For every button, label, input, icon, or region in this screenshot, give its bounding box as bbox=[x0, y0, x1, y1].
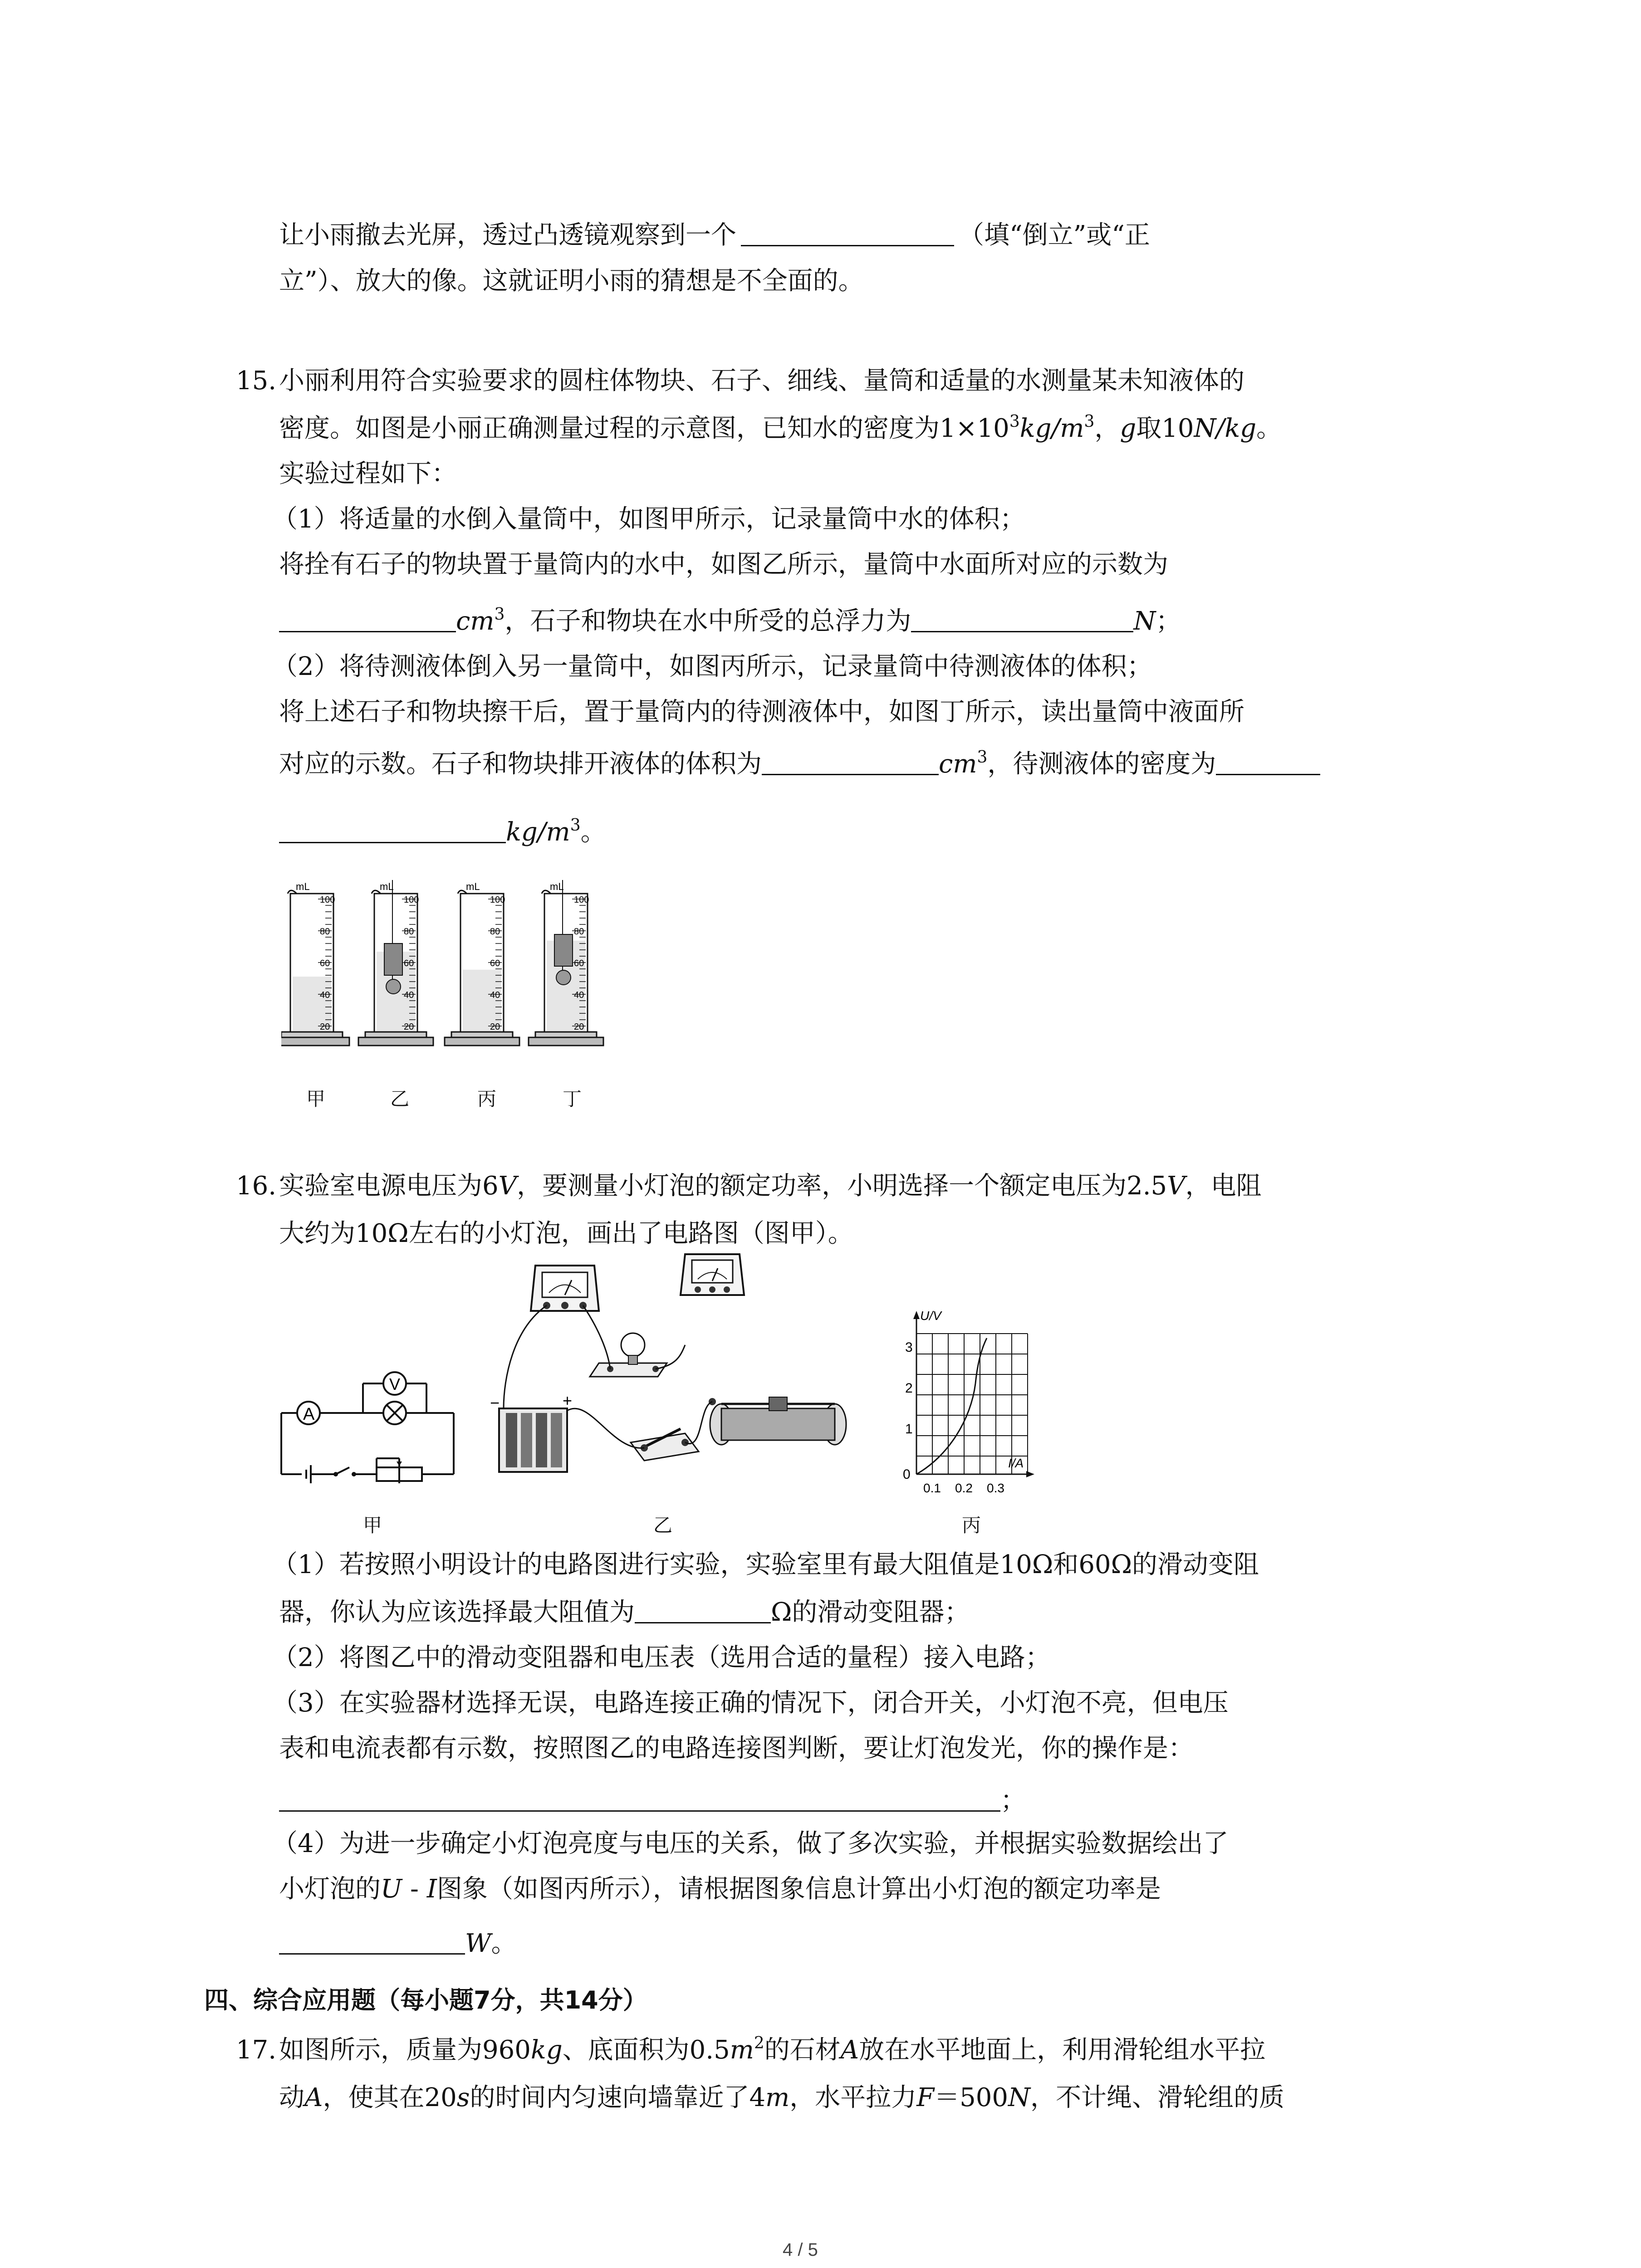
q15-line-8: 将上述石子和物块擦干后，置于量筒内的待测液体中，如图丁所示，读出量筒中液面所 bbox=[279, 697, 1244, 727]
stone bbox=[386, 979, 401, 994]
q16-part-1-text: 器，你认为应该选择最大阻值为 bbox=[279, 1598, 635, 1627]
answer-blank[interactable] bbox=[741, 220, 954, 246]
symbol-i: I bbox=[426, 1874, 437, 1904]
graph-origin: 0 bbox=[903, 1467, 911, 1482]
q16-part-1-line-b bbox=[279, 1597, 970, 1628]
q17-text-e: 动 bbox=[279, 2083, 304, 2112]
exponent: 3 bbox=[977, 748, 988, 767]
q17-text-b: 、底面积为0.5 bbox=[562, 2035, 730, 2065]
unit-v: V bbox=[1167, 1171, 1185, 1201]
q17-line-2 bbox=[279, 2082, 1284, 2114]
q15-density-text: 密度。如图是小丽正确测量过程的示意图，已知水的密度为1×10 bbox=[279, 414, 1009, 443]
unit-kg-m: kg/m bbox=[1019, 414, 1084, 443]
figure-label-jia: 甲 bbox=[306, 1088, 326, 1110]
circuit-diagram-jia bbox=[277, 1361, 467, 1492]
scale-tick-label: 20 bbox=[574, 1022, 584, 1032]
top-line-1-hint: （填“倒立”或“正 bbox=[959, 220, 1150, 250]
scale-tick-label: 60 bbox=[404, 958, 414, 968]
unit-kg: kg bbox=[530, 2035, 563, 2065]
q16-line-1 bbox=[279, 1170, 1262, 1202]
exponent: 2 bbox=[754, 2034, 764, 2053]
ammeter-device bbox=[531, 1266, 599, 1311]
figure-label-yi: 乙 bbox=[390, 1088, 410, 1110]
dash: - bbox=[402, 1874, 427, 1904]
q16-part-4-line-b bbox=[279, 1873, 1161, 1905]
q16-text-b: ，要测量小灯泡的额定功率，小明选择一个额定电压为2.5 bbox=[517, 1171, 1167, 1201]
figure-label-jia: 甲 bbox=[363, 1514, 382, 1536]
scale-tick-label: 40 bbox=[320, 990, 330, 1000]
voltmeter-label: V bbox=[389, 1375, 401, 1393]
cylinder-yi bbox=[358, 880, 433, 1046]
q16-part-4-text: 小灯泡的 bbox=[279, 1874, 381, 1904]
symbol-f: F bbox=[916, 2083, 935, 2112]
q17-line-1 bbox=[279, 2034, 1265, 2066]
q17-text-h: ，水平拉力 bbox=[789, 2083, 917, 2112]
scale-tick-label: 40 bbox=[574, 990, 584, 1000]
q15-line-9 bbox=[279, 748, 1320, 780]
scale-tick-label: 20 bbox=[490, 1022, 500, 1032]
exponent: 3 bbox=[1084, 412, 1095, 431]
q16-part-4-text-2: 图象（如图丙所示），请根据图象信息计算出小灯泡的额定功率是 bbox=[436, 1874, 1161, 1904]
block bbox=[384, 943, 402, 975]
period: 。 bbox=[1256, 414, 1282, 443]
symbol-a: A bbox=[304, 2083, 323, 2112]
unit-cm: cm bbox=[939, 749, 977, 779]
q17-text-i: ＝500 bbox=[934, 2083, 1008, 2112]
period: 。 bbox=[491, 1929, 517, 1958]
q15-line-2 bbox=[279, 413, 1282, 445]
unit-n: N bbox=[1008, 2083, 1030, 2112]
answer-blank[interactable] bbox=[279, 1786, 1000, 1812]
scale-tick-label: 80 bbox=[490, 927, 500, 937]
scale-tick-label: 20 bbox=[320, 1022, 330, 1032]
svg-text:−: − bbox=[490, 1393, 500, 1412]
q16-part-4-line-c bbox=[279, 1928, 517, 1960]
scale-tick-label: 100 bbox=[490, 895, 505, 905]
u-i-curve bbox=[916, 1338, 987, 1474]
block bbox=[554, 934, 573, 966]
unit-s: s bbox=[456, 2083, 470, 2112]
unit-v: V bbox=[498, 1171, 517, 1201]
symbol-a: A bbox=[840, 2035, 859, 2065]
q15-line-3: 实验过程如下： bbox=[279, 459, 457, 489]
unit-ml-label: mL bbox=[380, 881, 394, 892]
period: 。 bbox=[580, 817, 606, 847]
q16-text-a: 实验室电源电压为6 bbox=[279, 1171, 499, 1201]
exponent: 3 bbox=[1009, 412, 1020, 431]
graph-x-tick: 0.2 bbox=[955, 1481, 973, 1495]
symbol-g: g bbox=[1120, 414, 1136, 443]
unit-kg-m: kg/m bbox=[506, 817, 570, 847]
question-17-number: 17. bbox=[236, 2035, 277, 2065]
scale-tick-label: 100 bbox=[574, 895, 589, 905]
scale-tick-label: 40 bbox=[490, 990, 500, 1000]
scale-tick-label: 40 bbox=[404, 990, 414, 1000]
rheostat-device bbox=[709, 1397, 846, 1445]
q16-part-2: （2）将图乙中的滑动变阻器和电压表（选用合适的量程）接入电路； bbox=[272, 1643, 1051, 1672]
q17-text-f: ，使其在20 bbox=[323, 2083, 457, 2112]
q17-text-j: ，不计绳、滑轮组的质 bbox=[1030, 2083, 1284, 2112]
answer-blank[interactable] bbox=[762, 749, 939, 775]
q16-part-4-line-a: （4）为进一步确定小灯泡亮度与电压的关系，做了多次实验，并根据实验数据绘出了 bbox=[272, 1829, 1229, 1858]
battery-pack bbox=[490, 1391, 572, 1472]
graph-y-axis-label: U/V bbox=[920, 1309, 941, 1323]
exponent: 3 bbox=[494, 605, 505, 624]
q16-part-3-line-b: 表和电流表都有示数，按照图乙的电路连接图判断，要让灯泡发光，你的操作是： bbox=[279, 1734, 1194, 1763]
scale-tick-label: 80 bbox=[320, 927, 330, 937]
top-line-1 bbox=[279, 220, 1150, 251]
cylinder-ding bbox=[529, 880, 603, 1046]
question-16-number: 16. bbox=[236, 1171, 277, 1201]
q15-line-7: （2）将待测液体倒入另一量筒中，如图丙所示，记录量筒中待测液体的体积； bbox=[272, 652, 1152, 681]
answer-blank[interactable] bbox=[911, 606, 1133, 632]
unit-ml-label: mL bbox=[550, 881, 564, 892]
scale-tick-label: 60 bbox=[490, 958, 500, 968]
cylinder-jia bbox=[281, 881, 349, 1046]
scale-tick-label: 60 bbox=[320, 958, 330, 968]
unit-ml-label: mL bbox=[296, 881, 310, 892]
scale-tick-label: 20 bbox=[404, 1022, 414, 1032]
unit-m: m bbox=[730, 2035, 754, 2065]
q15-line-5: 将拴有石子的物块置于量筒内的水中，如图乙所示，量筒中水面所对应的示数为 bbox=[279, 550, 1168, 579]
q17-text-a: 如图所示，质量为960 bbox=[279, 2035, 531, 2065]
graduated-cylinders-figure bbox=[281, 875, 608, 1066]
section-4-heading: 四、综合应用题（每小题7分，共14分） bbox=[204, 1986, 647, 2014]
q17-text-c: 的石材 bbox=[764, 2035, 841, 2065]
q16-part-1-tail: Ω的滑动变阻器； bbox=[771, 1598, 970, 1627]
scale-tick-label: 80 bbox=[574, 927, 584, 937]
top-line-1-text: 让小雨撤去光屏，透过凸透镜观察到一个 bbox=[279, 220, 736, 250]
semicolon: ； bbox=[1156, 606, 1181, 636]
q16-part-3-line-a: （3）在实验器材选择无误，电路连接正确的情况下，闭合开关，小灯泡不亮，但电压 bbox=[272, 1688, 1229, 1718]
switch-device bbox=[631, 1429, 699, 1461]
page-number: 4 / 5 bbox=[783, 2240, 818, 2260]
answer-blank[interactable] bbox=[279, 817, 506, 843]
unit-w: W bbox=[465, 1929, 491, 1958]
figure-label-bing: 丙 bbox=[477, 1088, 497, 1110]
figure-label-bing: 丙 bbox=[962, 1514, 981, 1536]
apparatus-diagram-yi bbox=[485, 1252, 862, 1497]
scale-tick-label: 80 bbox=[404, 927, 414, 937]
q17-text-g: 的时间内匀速向墙靠近了4 bbox=[470, 2083, 766, 2112]
unit-m: m bbox=[765, 2083, 790, 2112]
q16-line-2: 大约为10Ω左右的小灯泡，画出了电路图（图甲）。 bbox=[279, 1219, 853, 1248]
graph-x-axis-label: I/A bbox=[1008, 1456, 1024, 1470]
question-15-number: 15. bbox=[236, 366, 277, 396]
q17-text-d: 放在水平地面上，利用滑轮组水平拉 bbox=[859, 2035, 1266, 2065]
scale-tick-label: 100 bbox=[320, 895, 335, 905]
q15-g-text: 取10 bbox=[1136, 414, 1194, 443]
graph-y-tick: 1 bbox=[905, 1422, 913, 1437]
graph-x-tick: 0.3 bbox=[987, 1481, 1004, 1495]
semicolon: ； bbox=[1000, 1786, 1026, 1815]
graph-y-tick: 3 bbox=[905, 1340, 913, 1355]
q15-line-6 bbox=[279, 606, 1181, 637]
scale-tick-label: 60 bbox=[574, 958, 584, 968]
graph-x-tick: 0.1 bbox=[923, 1481, 941, 1495]
answer-blank[interactable] bbox=[1216, 749, 1320, 775]
symbol-u: U bbox=[381, 1874, 402, 1904]
u-i-graph-bing bbox=[880, 1306, 1071, 1501]
unit-cm: cm bbox=[456, 606, 495, 636]
unit-ml-label: mL bbox=[466, 881, 480, 892]
q15-buoyancy-text: ，石子和物块在水中所受的总浮力为 bbox=[505, 606, 911, 636]
q15-displaced-text: 对应的示数。石子和物块排开液体的体积为 bbox=[279, 749, 762, 779]
ammeter-label: A bbox=[303, 1405, 315, 1424]
q16-text-c: ，电阻 bbox=[1185, 1171, 1262, 1201]
answer-blank[interactable] bbox=[279, 1929, 465, 1955]
scale-tick-label: 100 bbox=[404, 895, 419, 905]
q15-line-4: （1）将适量的水倒入量筒中，如图甲所示，记录量筒中水的体积； bbox=[272, 504, 1025, 534]
comma: ， bbox=[1094, 414, 1120, 443]
q15-line-1: 小丽利用符合实验要求的圆柱体物块、石子、细线、量筒和适量的水测量某未知液体的 bbox=[279, 366, 1244, 396]
stone bbox=[556, 970, 571, 985]
graph-y-tick: 2 bbox=[905, 1381, 913, 1396]
unit-n: N bbox=[1133, 606, 1156, 636]
q15-density-ask: ，待测液体的密度为 bbox=[987, 749, 1216, 779]
answer-blank[interactable] bbox=[279, 606, 456, 632]
top-line-2: 立”）、放大的像。这就证明小雨的猜想是不全面的。 bbox=[279, 266, 864, 296]
answer-blank[interactable] bbox=[635, 1598, 771, 1623]
q16-part-1-line-a: （1）若按照小明设计的电路图进行实验，实验室里有最大阻值是10Ω和60Ω的滑动变阻 bbox=[272, 1550, 1259, 1579]
q15-line-10 bbox=[279, 816, 606, 848]
unit-n-kg: N/kg bbox=[1194, 414, 1257, 443]
exponent: 3 bbox=[570, 816, 581, 835]
figure-label-yi: 乙 bbox=[653, 1514, 673, 1536]
voltmeter-device bbox=[681, 1254, 744, 1295]
cylinder-bing bbox=[445, 881, 519, 1046]
svg-text:+: + bbox=[563, 1391, 573, 1410]
figure-label-ding: 丁 bbox=[563, 1088, 582, 1110]
q16-part-3-line-c bbox=[279, 1785, 1026, 1817]
